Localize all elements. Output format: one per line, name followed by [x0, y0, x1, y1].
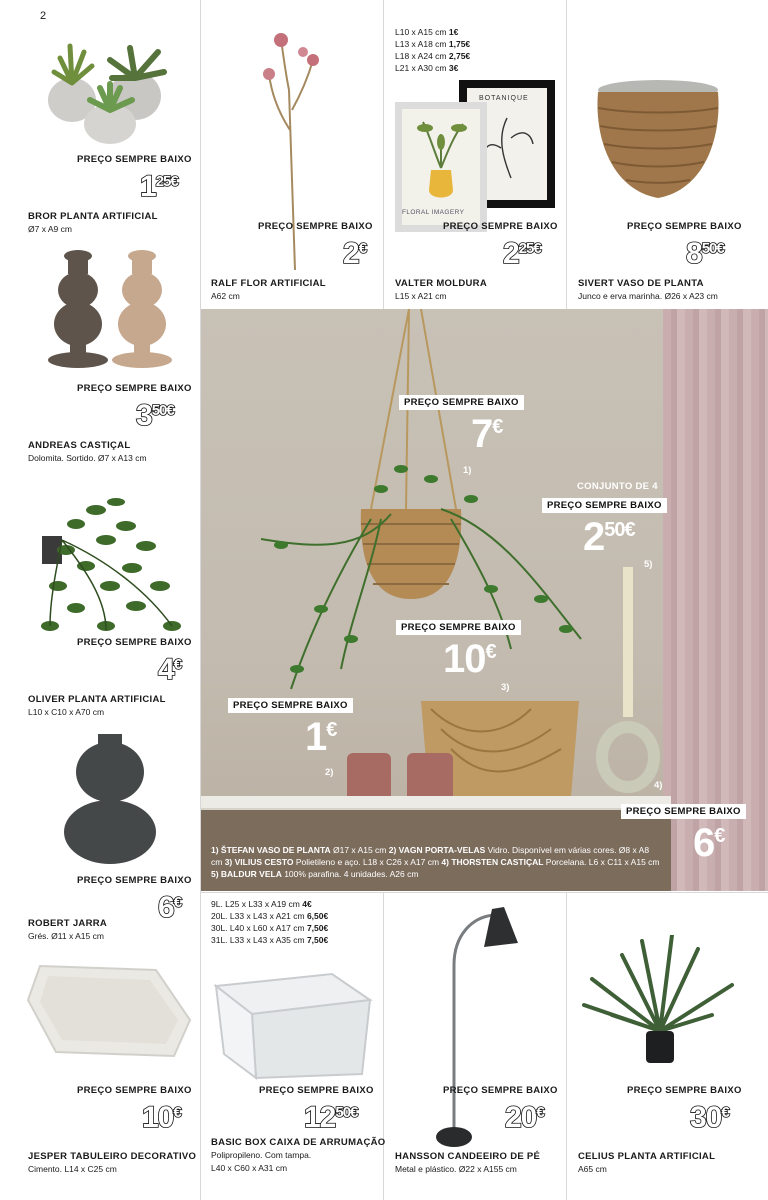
andreas-image [46, 248, 176, 372]
product-desc: L10 x C10 x A70 cm [28, 707, 105, 717]
variant-row: 30L. L40 x L60 x A17 cm 7,50€ [211, 923, 329, 933]
product-desc: A62 cm [211, 291, 240, 301]
product-name: ANDREAS CASTIÇAL [28, 440, 131, 451]
frame-print-text: BOTANIQUE [479, 95, 529, 102]
price: 7€ [471, 412, 503, 456]
oliver-image [36, 490, 188, 640]
item-number: 1) [463, 465, 472, 476]
bror-image [40, 38, 175, 146]
set-label: CONJUNTO DE 4 [577, 481, 658, 492]
sivert-image [592, 78, 724, 202]
shelf [201, 796, 671, 810]
price-badge: PREÇO SEMPRE BAIXO [228, 698, 353, 713]
item-number: 2) [325, 767, 334, 778]
product-desc: Metal e plástico. Ø22 x A155 cm [395, 1164, 517, 1174]
price-badge: PREÇO SEMPRE BAIXO [77, 154, 192, 165]
product-name: RALF FLOR ARTIFICIAL [211, 278, 326, 289]
variant-list [395, 26, 470, 74]
price: $1^{25€}$ [140, 170, 178, 203]
celius-image [582, 935, 740, 1067]
price-badge: PREÇO SEMPRE BAIXO [542, 498, 667, 513]
robert-image [60, 732, 160, 864]
product-name: ROBERT JARRA [28, 918, 108, 929]
product-desc: Junco e erva marinha. Ø26 x A23 cm [578, 291, 718, 301]
product-name: SIVERT VASO DE PLANTA [578, 278, 704, 289]
price: $3^{50€}$ [136, 399, 174, 432]
price: $2^{50€}$ [583, 515, 635, 559]
divider [566, 0, 567, 309]
lifestyle-photo [201, 309, 768, 891]
product-name: VALTER MOLDURA [395, 278, 487, 289]
frame-print-text: FLORAL IMAGERY [402, 209, 465, 216]
variant-list [211, 898, 328, 946]
variant-row: L13 x A18 cm 1,75€ [395, 39, 471, 49]
price: 10€ [142, 1101, 181, 1134]
variant-row: L10 x A15 cm 1€ [395, 27, 459, 37]
price-badge: PREÇO SEMPRE BAIXO [259, 1085, 374, 1096]
divider [383, 892, 384, 1200]
product-desc: L15 x A21 cm [395, 291, 447, 301]
price: 10€ [443, 637, 496, 681]
price-badge: PREÇO SEMPRE BAIXO [443, 1085, 558, 1096]
product-name: HANSSON CANDEEIRO DE PÉ [395, 1151, 541, 1162]
variant-row: 31L. L33 x L43 x A35 cm 7,50€ [211, 935, 329, 945]
variant-row: L21 x A30 cm 3€ [395, 63, 459, 73]
price-badge: PREÇO SEMPRE BAIXO [77, 383, 192, 394]
price-badge: PREÇO SEMPRE BAIXO [627, 221, 742, 232]
price-badge: PREÇO SEMPRE BAIXO [396, 620, 521, 635]
product-name: BROR PLANTA ARTIFICIAL [28, 211, 158, 222]
product-desc: Grés. Ø11 x A15 cm [28, 931, 104, 941]
price: $12^{50€}$ [304, 1101, 358, 1134]
item-number: 3) [501, 682, 510, 693]
product-desc: Polipropileno. Com tampa. [211, 1150, 312, 1160]
basic-box-image [212, 970, 374, 1080]
price-badge: PREÇO SEMPRE BAIXO [77, 1085, 192, 1096]
price-badge: PREÇO SEMPRE BAIXO [621, 804, 746, 819]
product-name: JESPER TABULEIRO DECORATIVO [28, 1151, 197, 1162]
product-desc: L40 x C60 x A31 cm [211, 1163, 288, 1173]
product-desc: A65 cm [578, 1164, 607, 1174]
price-badge: PREÇO SEMPRE BAIXO [627, 1085, 742, 1096]
product-name: CELIUS PLANTA ARTIFICIAL [578, 1151, 716, 1162]
ralf-image [255, 30, 335, 275]
variant-row: L18 x A24 cm 2,75€ [395, 51, 471, 61]
page-number: 2 [40, 10, 47, 22]
divider [383, 0, 384, 309]
item-number: 5) [644, 559, 653, 570]
price: 2€ [343, 237, 367, 270]
variant-row: 20L. L33 x L43 x A21 cm 6,50€ [211, 911, 329, 921]
divider [566, 892, 567, 1200]
price: 6€ [693, 821, 725, 865]
product-name: OLIVER PLANTA ARTIFICIAL [28, 694, 166, 705]
price: $8^{50€}$ [686, 237, 724, 270]
product-name: BASIC BOX CAIXA DE ARRUMAÇÃO [211, 1137, 386, 1148]
product-desc: Cimento. L14 x C25 cm [28, 1164, 117, 1174]
price: 30€ [690, 1101, 729, 1134]
item-number: 4) [654, 780, 663, 791]
price-badge: PREÇO SEMPRE BAIXO [399, 395, 524, 410]
photo-caption: 1) ŠTEFAN VASO DE PLANTA Ø17 x A15 cm 2) VAGN PORTA-VELAS Vidro. Disponível em várias cores. Ø8 x A8 cm 3) VILIUS CESTO Polietileno e aço. L18 x C26 x A17 cm 4) THORSTEN CASTIÇAL Porcelana. L6 x C11 x A15 cm 5) BALDUR VELA 100% parafina. 4 unidades. A26 cm [211, 845, 660, 879]
price: 6€ [158, 891, 182, 924]
price-badge: PREÇO SEMPRE BAIXO [77, 875, 192, 886]
divider [201, 892, 768, 893]
price: 4€ [158, 653, 182, 686]
product-desc: Dolomita. Sortido. Ø7 x A13 cm [28, 453, 147, 463]
variant-row: 9L. L25 x L33 x A19 cm 4€ [211, 899, 312, 909]
price: 20€ [505, 1101, 544, 1134]
product-desc: Ø7 x A9 cm [28, 224, 72, 234]
price: 1€ [305, 715, 337, 759]
price-badge: PREÇO SEMPRE BAIXO [258, 221, 373, 232]
price: $2^{25€}$ [503, 237, 541, 270]
price-badge: PREÇO SEMPRE BAIXO [443, 221, 558, 232]
jesper-image [26, 960, 194, 1060]
price-badge: PREÇO SEMPRE BAIXO [77, 637, 192, 648]
